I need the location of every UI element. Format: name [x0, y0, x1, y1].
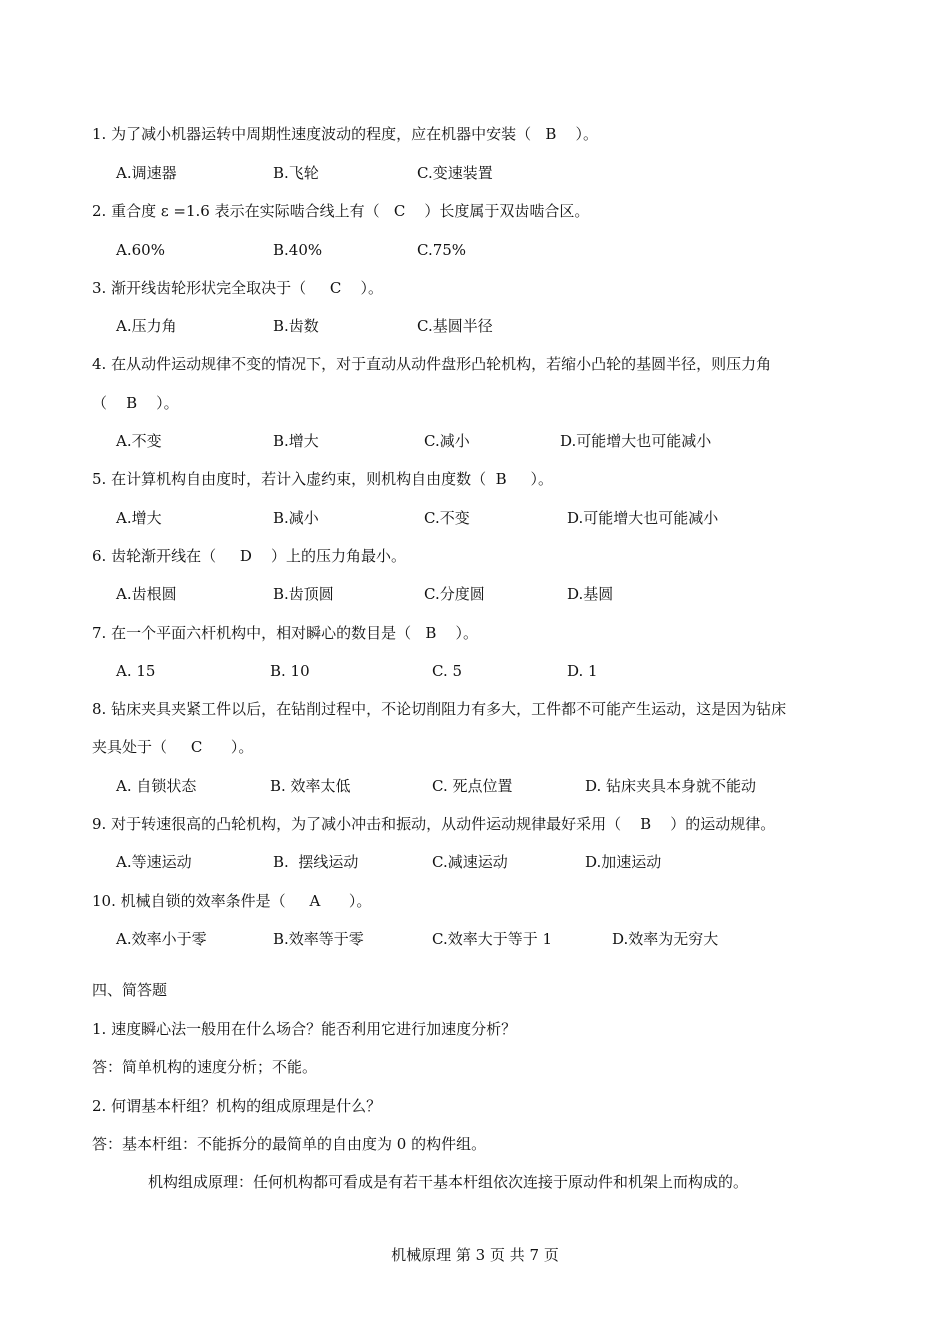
question-10-option-c: C.效率大于等于 1: [432, 930, 553, 948]
question-4-option-b: B.增大: [273, 432, 319, 450]
question-6-option-a: A.齿根圆: [116, 585, 177, 603]
question-7-option-d: D. 1: [567, 662, 598, 680]
question-9-stem: 9. 对于转速很高的凸轮机构，为了减小冲击和振动，从动件运动规律最好采用（ B ）的运动规律。: [92, 815, 776, 833]
question-2-stem: 2. 重合度 ε =1.6 表示在实际啮合线上有（ C ）长度属于双齿啮合区。: [92, 202, 590, 220]
question-8-stem: 8. 钻床夹具夹紧工件以后，在钻削过程中，不论切削阻力有多大，工件都不可能产生运动，这是因为钻床: [92, 700, 787, 718]
question-3-option-b: B.齿数: [273, 317, 319, 335]
question-3-option-c: C.基圆半径: [417, 317, 493, 335]
question-1-option-b: B.飞轮: [273, 164, 319, 182]
question-7-option-c: C. 5: [432, 662, 463, 680]
question-9-option-b: B. 摆线运动: [273, 853, 359, 871]
question-5-option-b: B.减小: [273, 509, 319, 527]
question-4-option-a: A.不变: [116, 432, 162, 450]
question-10-stem: 10. 机械自锁的效率条件是（ A ）。: [92, 892, 372, 910]
question-4-stem-continued: （ B ）。: [92, 394, 179, 412]
question-6-option-b: B.齿顶圆: [273, 585, 334, 603]
question-7-option-b: B. 10: [270, 662, 310, 680]
question-4-option-c: C.减小: [424, 432, 470, 450]
short-answer-2-question: 2. 何谓基本杆组？机构的组成原理是什么？: [92, 1097, 382, 1115]
short-answer-1-answer: 答：简单机构的速度分析；不能。: [92, 1058, 318, 1076]
section-title: 四、简答题: [92, 981, 168, 999]
question-4-option-d: D.可能增大也可能减小: [560, 432, 712, 450]
question-8-stem-continued: 夹具处于（ C ）。: [92, 738, 254, 756]
question-5-stem: 5. 在计算机构自由度时，若计入虚约束，则机构自由度数（ B ）。: [92, 470, 553, 488]
question-8-option-c: C. 死点位置: [432, 777, 513, 795]
question-9-option-c: C.减速运动: [432, 853, 508, 871]
question-4-stem: 4. 在从动件运动规律不变的情况下，对于直动从动件盘形凸轮机构，若缩小凸轮的基圆半径，则压力角: [92, 355, 772, 373]
question-3-option-a: A.压力角: [116, 317, 177, 335]
question-1-option-c: C.变速装置: [417, 164, 493, 182]
question-10-option-b: B.效率等于零: [273, 930, 364, 948]
page-footer: 机械原理 第 3 页 共 7 页: [391, 1246, 559, 1264]
question-8-option-d: D. 钻床夹具本身就不能动: [585, 777, 757, 795]
question-7-stem: 7. 在一个平面六杆机构中，相对瞬心的数目是（ B ）。: [92, 624, 478, 642]
question-3-stem: 3. 渐开线齿轮形状完全取决于（ C ）。: [92, 279, 383, 297]
short-answer-2-answer-continued: 机构组成原理：任何机构都可看成是有若干基本杆组依次连接于原动件和机架上而构成的。: [148, 1173, 749, 1191]
question-2-option-c: C.75%: [417, 241, 467, 259]
question-1-stem: 1. 为了减小机器运转中周期性速度波动的程度，应在机器中安装（ B ）。: [92, 125, 598, 143]
question-8-option-b: B. 效率太低: [270, 777, 351, 795]
question-7-option-a: A. 15: [116, 662, 156, 680]
question-10-option-a: A.效率小于零: [116, 930, 207, 948]
short-answer-1-question: 1. 速度瞬心法一般用在什么场合？能否利用它进行加速度分析？: [92, 1020, 517, 1038]
question-6-option-c: C.分度圆: [424, 585, 485, 603]
question-8-option-a: A. 自锁状态: [116, 777, 197, 795]
question-2-option-b: B.40%: [273, 241, 323, 259]
question-5-option-c: C.不变: [424, 509, 470, 527]
question-2-option-a: A.60%: [116, 241, 165, 259]
question-10-option-d: D.效率为无穷大: [612, 930, 719, 948]
question-1-option-a: A.调速器: [116, 164, 177, 182]
question-5-option-d: D.可能增大也可能减小: [567, 509, 719, 527]
question-5-option-a: A.增大: [116, 509, 162, 527]
question-6-stem: 6. 齿轮渐开线在（ D ）上的压力角最小。: [92, 547, 407, 565]
short-answer-2-answer: 答：基本杆组：不能拆分的最简单的自由度为 0 的构件组。: [92, 1135, 487, 1153]
question-9-option-d: D.加速运动: [585, 853, 662, 871]
question-9-option-a: A.等速运动: [116, 853, 192, 871]
question-6-option-d: D.基圆: [567, 585, 614, 603]
